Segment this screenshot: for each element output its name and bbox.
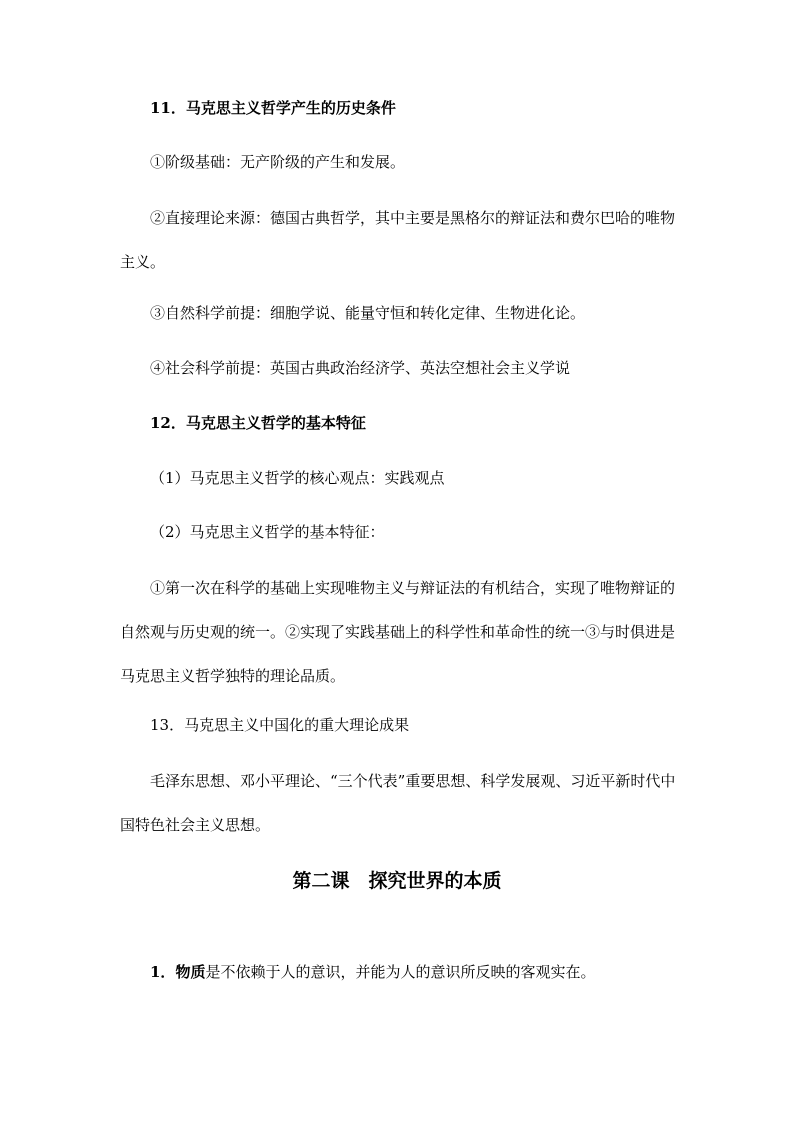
section-11-item-3: ③自然科学前提：细胞学说、能量守恒和转化定律、生物进化论。 <box>150 304 586 322</box>
section-12-heading: 12．马克思主义哲学的基本特征 <box>150 414 366 432</box>
lesson-2-item-1 <box>150 962 595 982</box>
section-11-item-4: ④社会科学前提：英国古典政治经济学、英法空想社会主义学说 <box>150 359 571 377</box>
section-13-heading: 13．马克思主义中国化的重大理论成果 <box>150 716 410 734</box>
section-11-heading: 11．马克思主义哲学产生的历史条件 <box>150 99 396 117</box>
lesson-2-title: 第二课 探究世界的本质 <box>292 870 502 892</box>
section-12-body: ①第一次在科学的基础上实现唯物主义与辩证法的有机结合，实现了唯物辩证的自然观与历史观的统一。②实现了实践基础上的科学性和革命性的统一③与时俱进是马克思主义哲学独特的理论品质。 <box>120 579 676 685</box>
lesson-2-item-1-number: 1． <box>150 963 176 981</box>
section-12-subheading-1: （1）马克思主义哲学的核心观点：实践观点 <box>150 469 445 487</box>
section-12-subheading-2: （2）马克思主义哲学的基本特征： <box>150 523 385 541</box>
lesson-2-item-1-text: 是不依赖于人的意识，并能为人的意识所反映的客观实在。 <box>205 963 596 981</box>
section-11-item-2: ②直接理论来源：德国古典哲学，其中主要是黑格尔的辩证法和费尔巴哈的唯物主义。 <box>120 209 676 271</box>
section-13-body: 毛泽东思想、邓小平理论、“三个代表”重要思想、科学发展观、习近平新时代中国特色社会主义思想。 <box>120 772 676 834</box>
section-11-item-1: ①阶级基础：无产阶级的产生和发展。 <box>150 153 406 171</box>
lesson-2-item-1-term: 物质 <box>175 963 206 981</box>
